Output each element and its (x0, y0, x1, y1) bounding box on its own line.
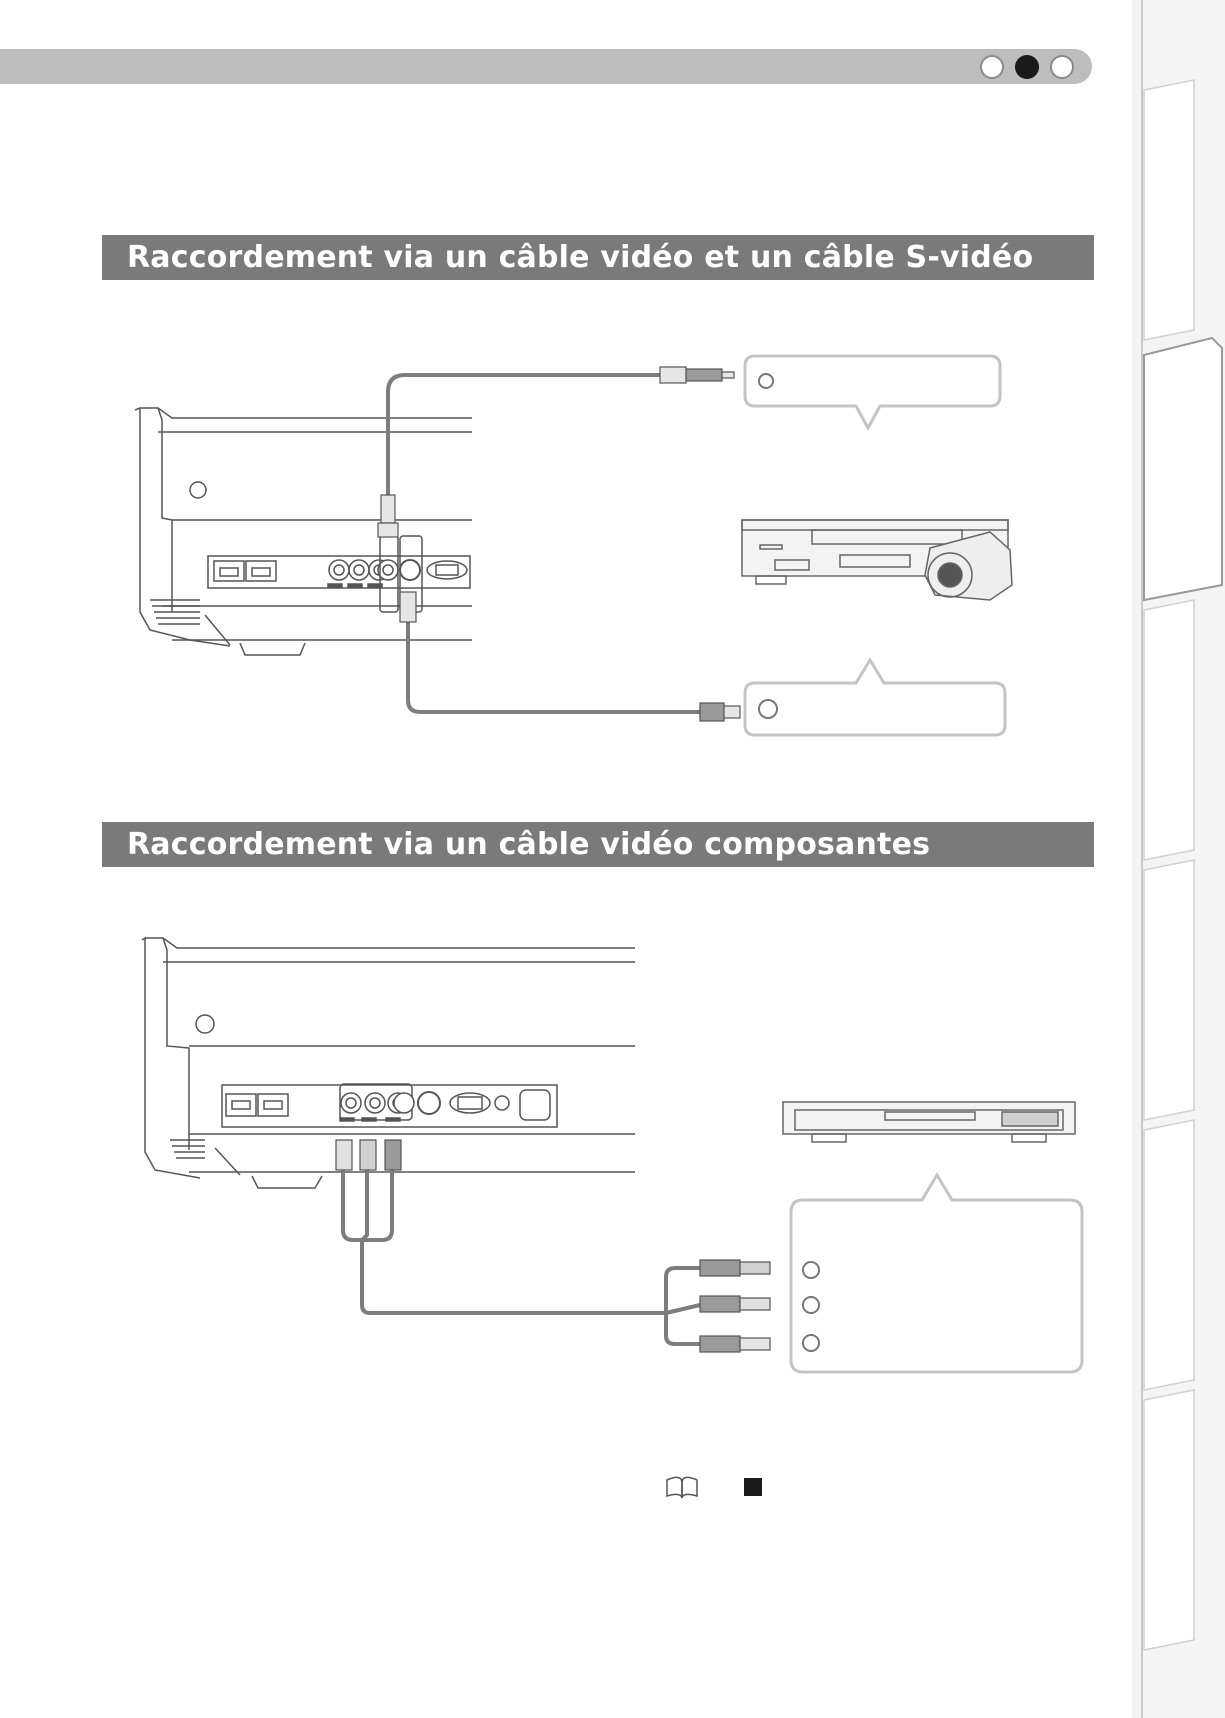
component-cable (343, 1160, 700, 1344)
section-title: Raccordement via un câble vidéo et un câble S-vidéo (127, 240, 1034, 275)
vcr-and-camcorder-illustration (742, 520, 1012, 600)
dvd-player-illustration (783, 1102, 1075, 1142)
callout-svideo-out (745, 660, 1005, 735)
video-plug-icon (378, 367, 734, 537)
callout-video-out (745, 356, 1000, 428)
book-icon (667, 1477, 697, 1498)
section-title: Raccordement via un câble vidéo composantes (127, 827, 931, 862)
square-marker-icon (744, 1478, 762, 1496)
projector-rear-illustration (135, 408, 472, 655)
callout-component-out (791, 1175, 1082, 1372)
svideo-plug-icon (400, 592, 740, 721)
video-cable (388, 375, 700, 712)
